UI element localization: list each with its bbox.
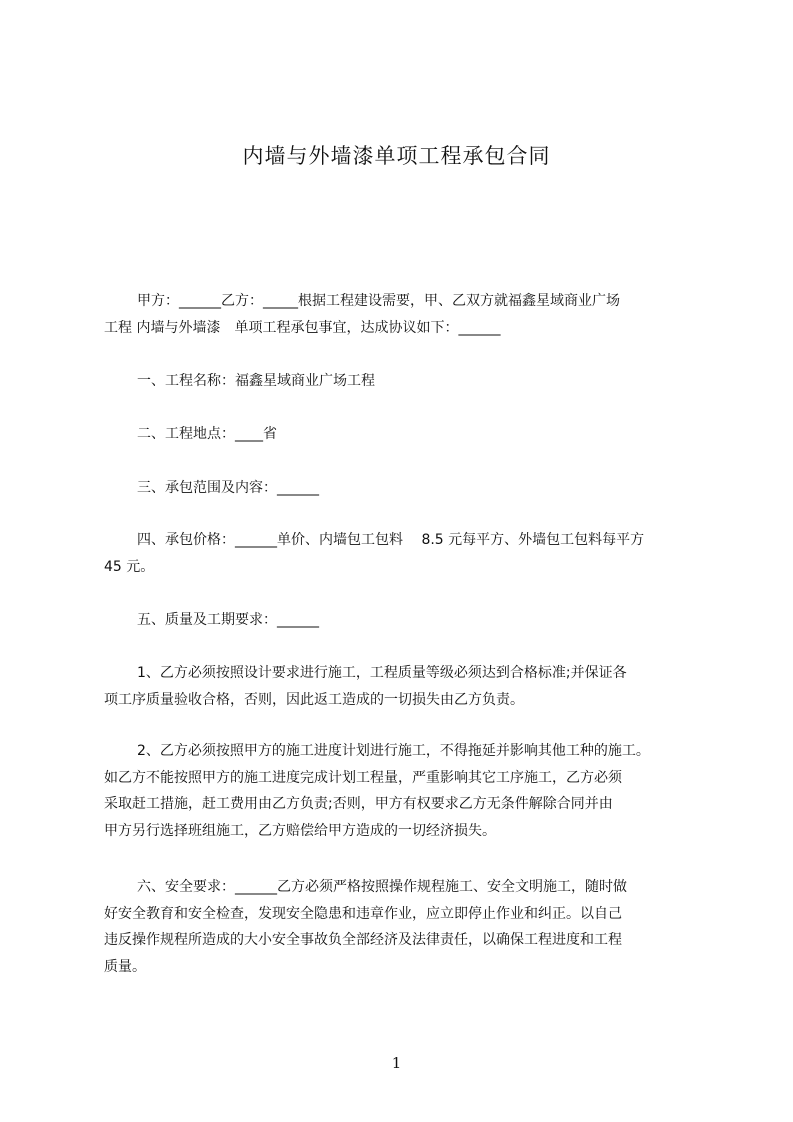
clause-text: 二、工程地点：____省 (137, 426, 277, 442)
clause-text: 三、承包范围及内容：______ (137, 480, 319, 496)
intro-line: 甲方：______乙方：_____根据工程建设需要，甲、乙双方就福鑫星域商业广场 (137, 293, 620, 309)
clause-safety (104, 874, 704, 980)
clause-text: 五、质量及工期要求：______ (137, 612, 319, 628)
clause-project-name (104, 368, 704, 395)
clause-line: 违反操作规程所造成的大小安全事故负全部经济及法律责任，以确保工程进度和工程 (104, 932, 622, 948)
clause-line: 六、安全要求：______乙方必须严格按照操作规程施工、安全文明施工，随时做 (137, 879, 627, 895)
clause-line: 45 元。 (104, 558, 155, 575)
requirement-line: 如乙方不能按照甲方的施工进度完成计划工程量，严重影响其它工序施工，乙方必须 (104, 769, 622, 786)
requirement-line: 项工序质量验收合格，否则，因此返工造成的一切损失由乙方负责。 (104, 691, 524, 708)
intro-line: 工程 内墙与外墙漆 单项工程承包事宜，达成协议如下：______ (104, 319, 501, 336)
requirement-line: 1、乙方必须按照设计要求进行施工，工程质量等级必须达到合格标准;并保证各 (137, 665, 627, 681)
requirement-2 (104, 738, 704, 844)
clause-line: 四、承包价格：______单价、内墙包工包料 8.5 元每平方、外墙包工包料每平方 (137, 532, 645, 548)
clause-line: 质量。 (104, 958, 146, 975)
requirement-line: 2、乙方必须按照甲方的施工进度计划进行施工，不得拖延并影响其他工种的施工。 (137, 743, 650, 759)
page-number: 1 (391, 1054, 402, 1072)
clause-text: 一、工程名称：福鑫星域商业广场工程 (137, 373, 375, 389)
clause-scope (104, 475, 704, 502)
clause-quality-schedule (104, 607, 704, 634)
document-title: 内墙与外墙漆单项工程承包合同 (242, 144, 551, 168)
requirement-1 (104, 660, 704, 713)
clause-line: 好安全教育和安全检查，发现安全隐患和违章作业，应立即停止作业和纠正。以自己 (104, 905, 622, 922)
requirement-line: 采取赶工措施，赶工费用由乙方负责;否则，甲方有权要求乙方无条件解除合同并由 (104, 796, 613, 812)
requirement-line: 甲方另行选择班组施工，乙方赔偿给甲方造成的一切经济损失。 (104, 822, 496, 839)
clause-price (104, 527, 704, 580)
intro-paragraph (104, 288, 704, 341)
clause-project-location (104, 421, 704, 448)
